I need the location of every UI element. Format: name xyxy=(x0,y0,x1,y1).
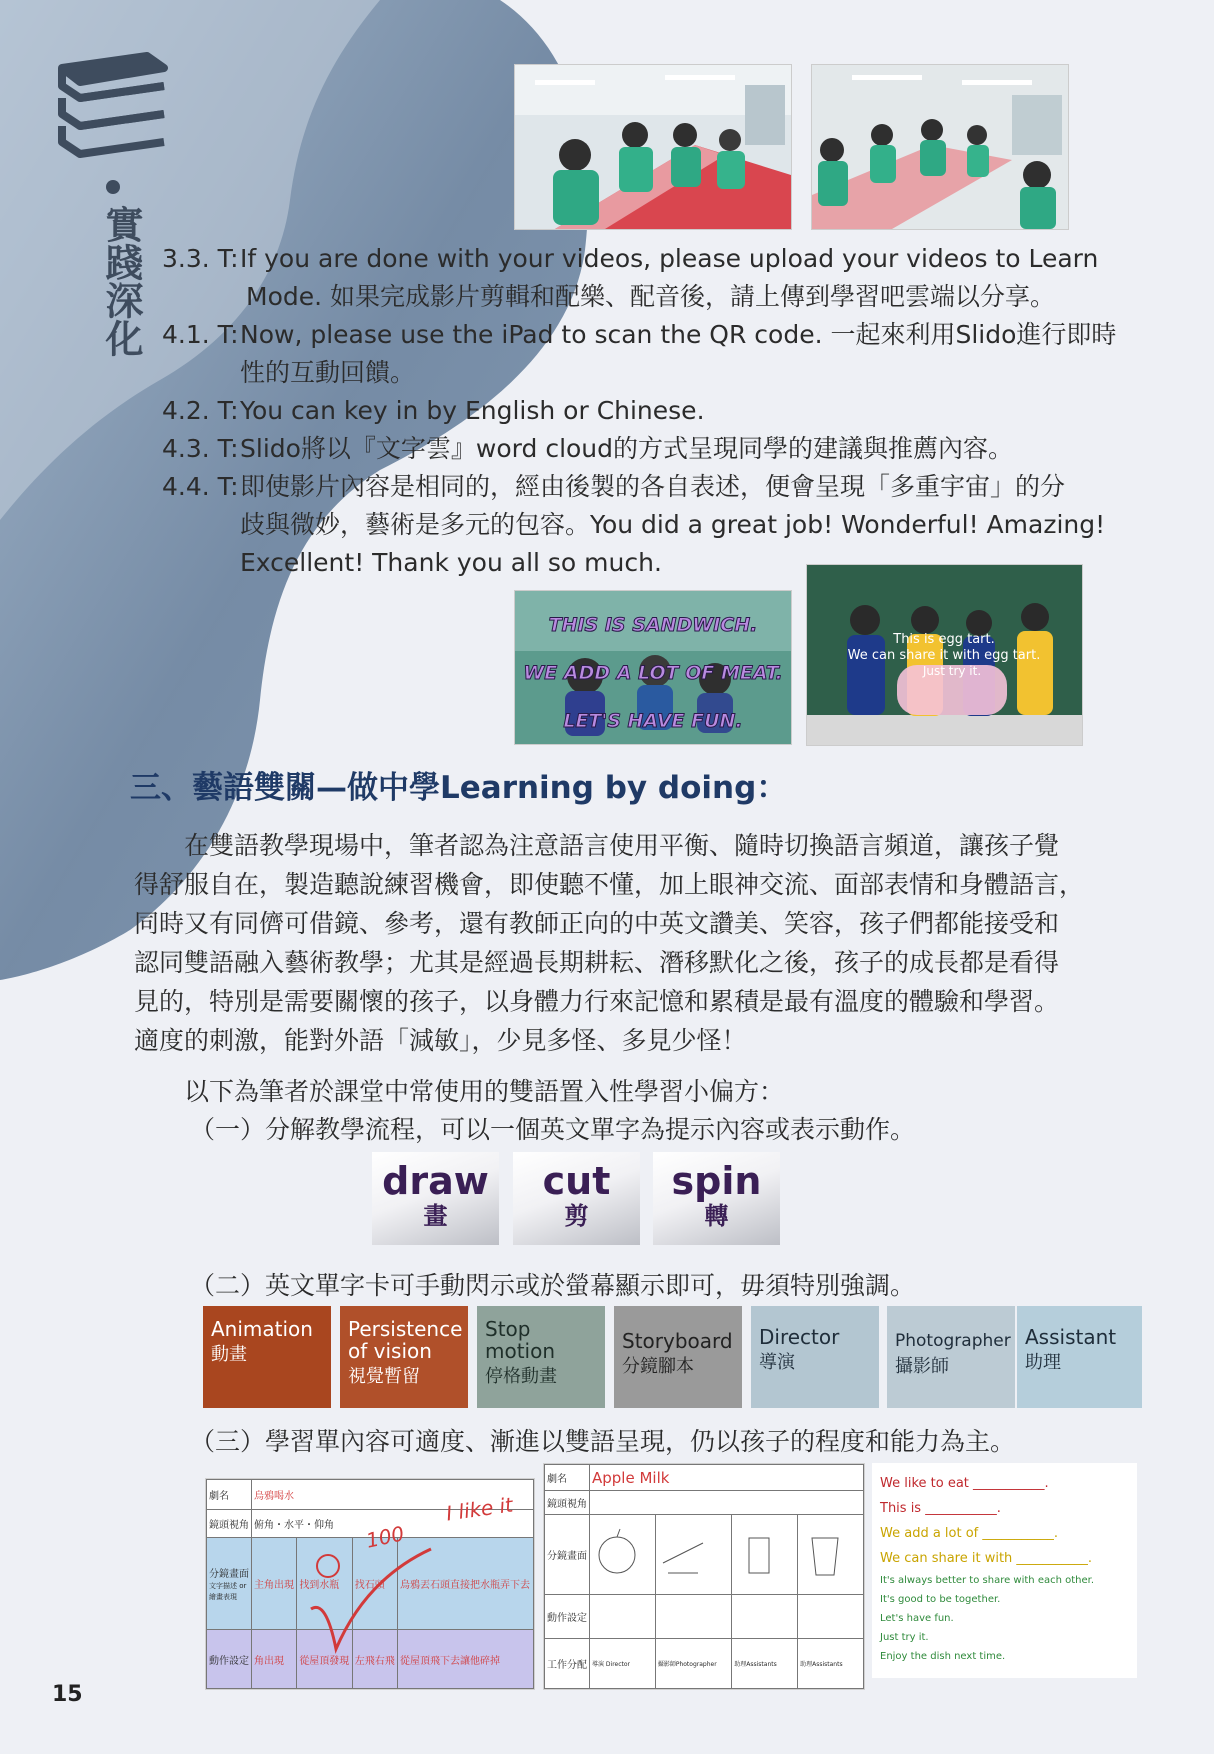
step-4-4-cont: 歧與微妙，藝術是多元的包容。You did a great job! Wonderful! Amazing! xyxy=(240,510,1106,539)
ws1-title: 烏鴉喝水 xyxy=(252,1480,534,1510)
step-4-4: 4.4. T:即使影片內容是相同的，經由後製的各自表述，便會呈現「多重宇宙」的分 xyxy=(162,472,1066,501)
sentence-frame: We add a lot of ___________. xyxy=(880,1526,1059,1541)
video-still-sandwich xyxy=(514,590,792,745)
ws1-board-label: 分鏡畫面 文字描述 or 繪畫表現 xyxy=(207,1538,252,1630)
ws2-role: 攝影師Photographer xyxy=(655,1639,731,1689)
step-list xyxy=(162,240,1116,582)
sentence-frame: We can share it with ___________. xyxy=(880,1551,1093,1566)
ws2-board-label: 分鏡畫面 xyxy=(545,1515,590,1595)
paragraph-line: 同時又有同儕可借鏡、參考，還有教師正向的中英文讚美、笑容，孩子們都能接受和 xyxy=(134,909,1060,938)
ws1-score: 100 xyxy=(363,1521,407,1553)
ws1-action: 從屋頂發現 xyxy=(297,1630,352,1689)
sentence-frame: Just try it. xyxy=(880,1632,929,1643)
decorative-dot xyxy=(106,180,120,194)
sentence-frame: It's good to be together. xyxy=(880,1594,1001,1605)
item-1: （一）分解教學流程，可以一個英文單字為提示內容或表示動作。 xyxy=(190,1115,916,1144)
body-paragraph xyxy=(134,826,1144,1060)
ws1-scene: 主角出現 xyxy=(252,1538,297,1630)
ws1-scene: 找石頭 xyxy=(352,1538,397,1630)
sandwich-caption-1: THIS IS SANDWICH. xyxy=(548,614,758,636)
intro-line: 以下為筆者於課堂中常使用的雙語置入性學習小偏方： xyxy=(134,1077,785,1106)
ws2-title: Apple Milk xyxy=(590,1465,864,1491)
role-card-persistence: Persistence of vision 視覺暫留 xyxy=(340,1306,468,1408)
ws1-view-label: 鏡頭視角 xyxy=(207,1510,252,1538)
eggtart-caption-1: This is egg tart. xyxy=(893,632,995,647)
ws2-sketch xyxy=(732,1515,798,1595)
paragraph-line: 在雙語教學現場中，筆者認為注意語言使用平衡、隨時切換語言頻道，讓孩子覺 xyxy=(134,831,1060,860)
section-heading: 三、藝語雙關—做中學Learning by doing： xyxy=(130,770,788,806)
paragraph-line: 得舒服自在，製造聽說練習機會，即使聽不懂，加上眼神交流、面部表情和身體語言， xyxy=(134,870,1085,899)
sentence-frame: Enjoy the dish next time. xyxy=(880,1651,1006,1662)
video-still-eggtart xyxy=(806,564,1083,746)
sandwich-caption-2: WE ADD A LOT OF MEAT. xyxy=(523,662,783,684)
ws1-action: 從屋頂飛下去讓他碎掉 xyxy=(398,1630,534,1689)
paragraph-line: 認同雙語融入藝術教學；尤其是經過長期耕耘、潛移默化之後，孩子的成長都是看得 xyxy=(134,948,1060,977)
step-4-1-cont: 性的互動回饋。 xyxy=(240,358,416,387)
ws1-action: 角出現 xyxy=(252,1630,297,1689)
step-4-4-cont2: Excellent! Thank you all so much. xyxy=(240,548,662,577)
classroom-photo-1 xyxy=(514,64,792,230)
ws2-sketch xyxy=(590,1515,656,1595)
ws2-role: 導演 Director xyxy=(590,1639,656,1689)
page-number: 15 xyxy=(52,1682,83,1707)
step-4-2: 4.2. T:You can key in by English or Chinese. xyxy=(162,396,705,425)
ws1-action: 左飛右飛 xyxy=(352,1630,397,1689)
sentence-frame: We like to eat ___________. xyxy=(880,1476,1049,1491)
section-label: 實踐深化 xyxy=(99,205,143,357)
step-3-3: 3.3. T:If you are done with your videos, please upload your videos to Learn xyxy=(162,244,1099,273)
ws2-role: 助理Assistants xyxy=(732,1639,798,1689)
stacked-books-icon xyxy=(52,48,172,158)
ws2-action-label: 動作設定 xyxy=(545,1595,590,1639)
sentence-frame: Let's have fun. xyxy=(880,1613,954,1624)
eggtart-caption-3: Just try it. xyxy=(922,664,982,678)
sentence-frame: This is ___________. xyxy=(880,1501,1001,1516)
step-4-1: 4.1. T:Now, please use the iPad to scan the QR code. 一起來利用Slido進行即時 xyxy=(162,320,1117,349)
word-card-spin: spin 轉 xyxy=(653,1152,780,1245)
role-card-assistant: Assistant 助理 xyxy=(1017,1306,1142,1408)
role-card-director: Director 導演 xyxy=(751,1306,879,1408)
word-card-cut: cut 剪 xyxy=(513,1152,640,1245)
ws2-name-label: 劇名 xyxy=(545,1465,590,1491)
ws1-action-label: 動作設定 xyxy=(207,1630,252,1689)
ws1-scene: 烏鴉丟石頭直接把水瓶弄下去 xyxy=(398,1538,534,1630)
word-card-draw: draw 畫 xyxy=(372,1152,499,1245)
role-card-photographer: Photographer 攝影師 xyxy=(887,1306,1015,1408)
ws2-view-label: 鏡頭視角 xyxy=(545,1491,590,1515)
paragraph-line: 適度的刺激，能對外語「減敏」，少見多怪、多見少怪！ xyxy=(134,1026,747,1055)
ws2-role: 助理Assistants xyxy=(798,1639,864,1689)
role-card-stop-motion: Stop motion 停格動畫 xyxy=(477,1306,605,1408)
ws1-scene: 找到水瓶 xyxy=(297,1538,352,1630)
ws1-view-options: 俯角・水平・仰角 xyxy=(252,1510,534,1538)
ws1-name-label: 劇名 xyxy=(207,1480,252,1510)
sentence-frame: It's always better to share with each other. xyxy=(880,1575,1095,1586)
worksheet-crow xyxy=(205,1478,535,1690)
step-3-3-cont: Mode. 如果完成影片剪輯和配樂、配音後，請上傳到學習吧雲端以分享。 xyxy=(246,282,1056,311)
ws2-sketch xyxy=(655,1515,731,1595)
item-3: （三）學習單內容可適度、漸進以雙語呈現，仍以孩子的程度和能力為主。 xyxy=(190,1427,1016,1456)
step-4-3: 4.3. T:Slido將以『文字雲』word cloud的方式呈現同學的建議與推薦內容。 xyxy=(162,434,1014,463)
ws1-handwriting: I like it xyxy=(444,1492,515,1526)
worksheet-apple-milk xyxy=(543,1463,865,1690)
sandwich-caption-3: LET'S HAVE FUN. xyxy=(563,710,743,732)
item-2: （二）英文單字卡可手動閃示或於螢幕顯示即可，毋須特別強調。 xyxy=(190,1271,916,1300)
ws2-sketch xyxy=(798,1515,864,1595)
paragraph-line: 見的，特別是需要關懷的孩子，以身體力行來記憶和累積是最有溫度的體驗和學習。 xyxy=(134,987,1060,1016)
ws2-roles-label: 工作分配 xyxy=(545,1639,590,1689)
role-card-animation: Animation 動畫 xyxy=(203,1306,331,1408)
eggtart-caption-2: We can share it with egg tart. xyxy=(847,648,1041,663)
ws1-check-mark xyxy=(306,1539,436,1659)
role-card-storyboard: Storyboard 分鏡腳本 xyxy=(614,1306,742,1408)
classroom-photo-2 xyxy=(811,64,1069,230)
sentence-frame-box xyxy=(872,1463,1137,1678)
